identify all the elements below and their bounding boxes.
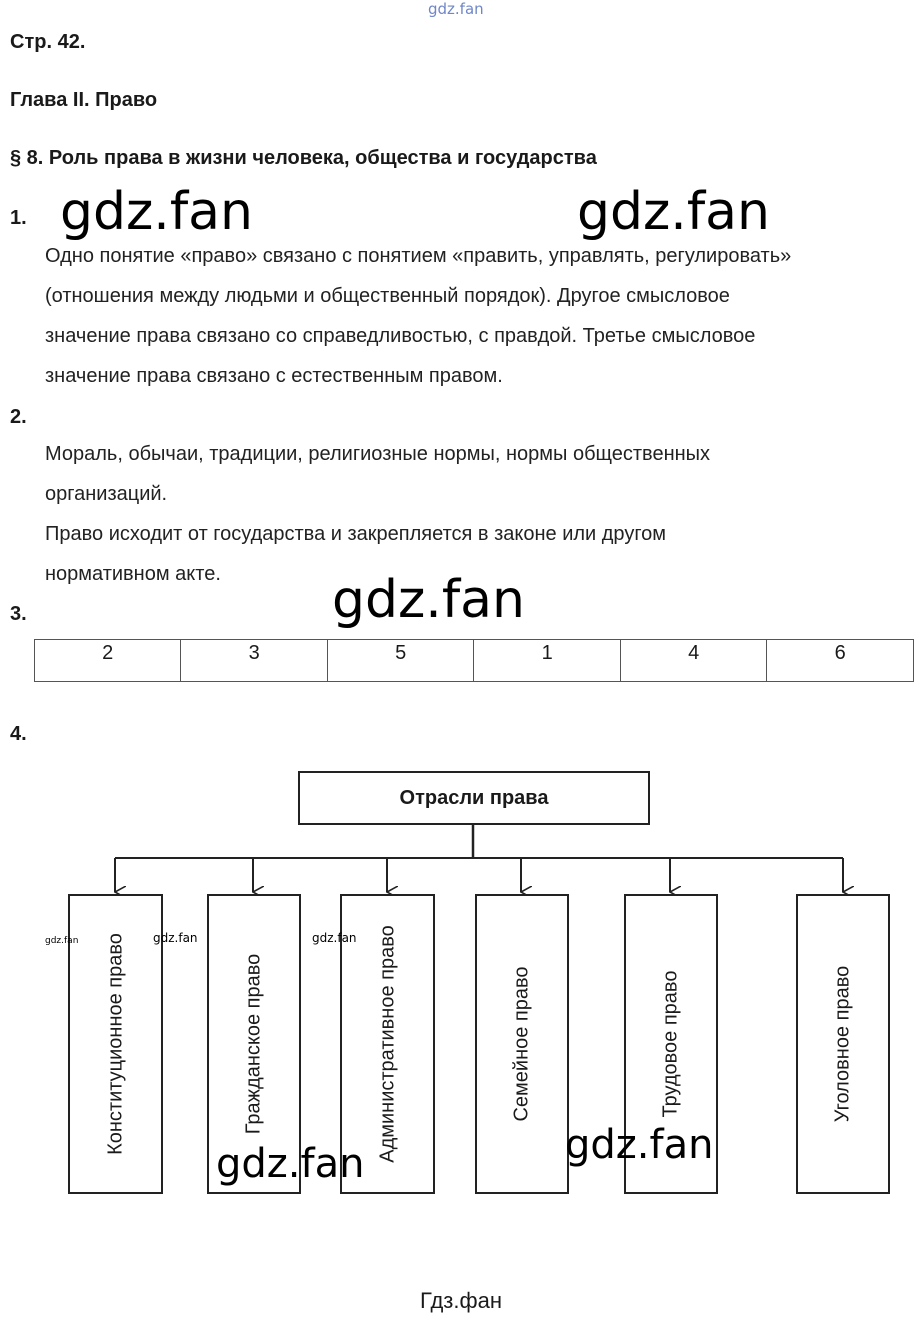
answer-cell: 2 [35,640,181,682]
watermark-top: gdz.fan [428,0,484,18]
footer-site-name: Гдз.фан [420,1288,502,1313]
answer-line: нормативном акте. [45,563,221,585]
branch-box-family [475,894,569,1194]
answer-line: значение права связано со справедливостью, с правдой. Третье смысловое [45,325,756,347]
question-4-number: 4. [10,723,27,745]
section-title: § 8. Роль права в жизни человека, общества и государства [10,147,597,169]
page-reference: Стр. 42. [10,31,86,53]
branch-label: Трудовое право [659,970,682,1118]
question-1-number: 1. [10,207,27,229]
watermark-small: gdz.fan [45,936,79,946]
branch-label: Уголовное право [831,965,854,1123]
branch-label: Конституционное право [104,933,126,1155]
answer-cell: 1 [474,640,620,682]
watermark: gdz.fan [332,570,525,630]
answer-line: Мораль, обычаи, традиции, религиозные нормы, нормы общественных [45,443,711,465]
answer-cell: 4 [620,640,766,682]
watermark: gdz.fan [577,182,770,242]
branch-label: Семейное право [510,966,533,1122]
watermark-small: gdz.fan [153,931,198,945]
answer-line: значение права связано с естественным правом. [45,365,503,387]
answer-cell: 6 [767,640,914,682]
diagram-root-box: Отрасли права [298,771,650,825]
answer-line: организаций. [45,483,168,505]
watermark-small: gdz.fan [312,931,357,945]
question-2-number: 2. [10,406,27,428]
watermark: gdz.fan [60,182,253,242]
branch-label: Административное право [376,925,398,1163]
answer-line: Одно понятие «право» связано с понятием «править, управлять, регулировать» [45,245,792,267]
answer-cell: 3 [181,640,327,682]
answer-cell: 5 [327,640,473,682]
chapter-title: Глава II. Право [10,89,158,111]
answer-line: (отношения между людьми и общественный порядок). Другое смысловое [45,285,730,307]
watermark: gdz.fan [216,1141,365,1187]
watermark: gdz.fan [565,1122,714,1168]
question-3-number: 3. [10,603,27,625]
branch-box-criminal [796,894,890,1194]
branch-label: Гражданское право [242,953,265,1135]
answer-line: Право исходит от государства и закрепляется в законе или другом [45,523,667,545]
branch-box-constitutional [68,894,163,1194]
